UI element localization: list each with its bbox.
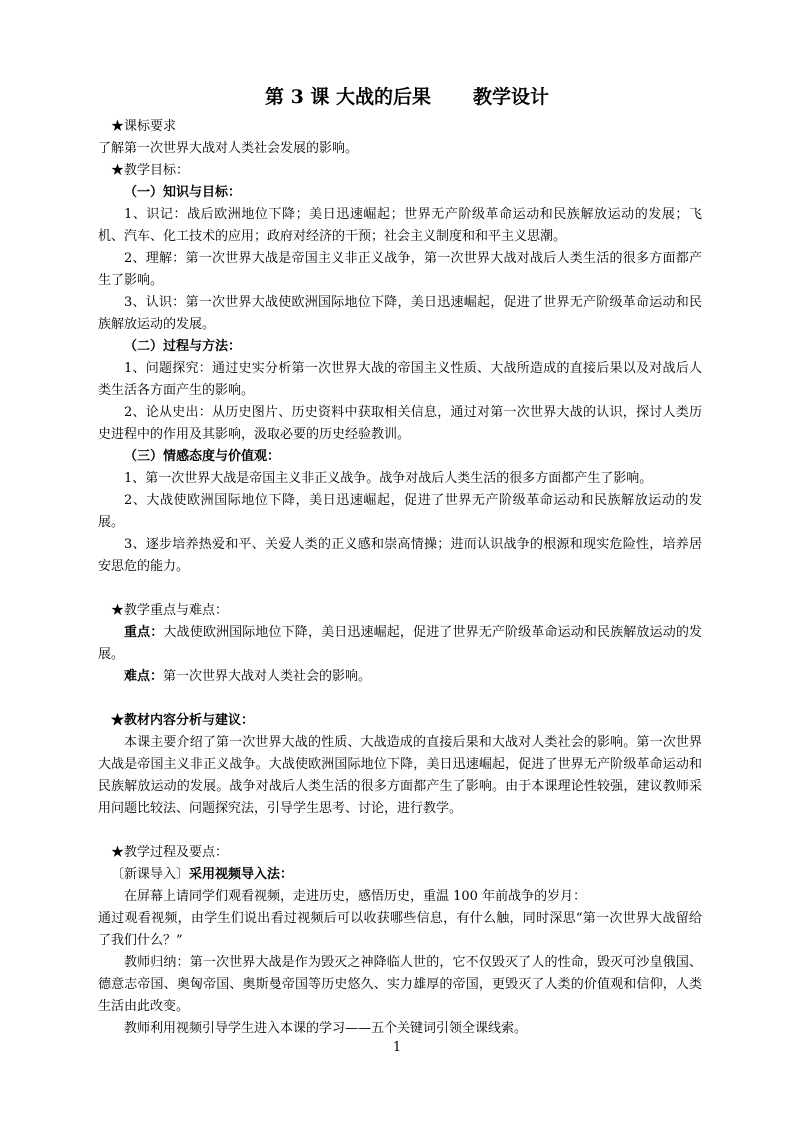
title-sub: 教学设计 — [473, 86, 550, 108]
analysis-text: 本课主要介绍了第一次世界大战的性质、大战造成的直接后果和大战对人类社会的影响。第一次世界大战是帝国主义非正义战争。大战使欧洲国际地位下降，美日迅速崛起，促进了世界无产阶级革命运动和民族解放运动的发展。战争对战后人类生活的很多方面都产生了影响。由于本课理论性较强，建议教师采用问题比较法、问题探究法，引导学生思考、讨论，进行教学。 — [98, 735, 702, 816]
intro-line — [98, 864, 702, 886]
intro-method: 采用视频导入法： — [189, 867, 294, 882]
page-number: 1 — [392, 1040, 402, 1055]
subheading-process: （二）过程与方法： — [124, 339, 242, 354]
key-point — [98, 622, 702, 666]
subheading-values: （三）情感态度与价值观： — [124, 449, 281, 464]
document-body — [98, 82, 702, 1040]
difficult-point-label: 难点： — [124, 669, 164, 684]
list-item: 3、认识：第一次世界大战使欧洲国际地位下降，美日迅速崛起，促进了世界无产阶级革命运动和民族解放运动的发展。 — [98, 295, 702, 332]
list-item: 1、问题探究：通过史实分析第一次世界大战的帝国主义性质、大战所造成的直接后果以及对战后人类生活各方面产生的影响。 — [98, 361, 702, 398]
difficult-point — [98, 666, 702, 688]
key-point-label: 重点： — [124, 625, 164, 640]
process-paragraph: 在屏幕上请同学们观看视频，走进历史，感悟历史，重温 100 年前战争的岁月： — [124, 889, 587, 904]
list-item: 1、第一次世界大战是帝国主义非正义战争。战争对战后人类生活的很多方面都产生了影响。 — [124, 471, 653, 486]
process-paragraph: 教师利用视频引导学生进入本课的学习——五个关键词引领全课线索。 — [124, 1021, 528, 1036]
page-title — [98, 82, 702, 112]
list-item: 1、识记：战后欧洲地位下降；美日迅速崛起；世界无产阶级革命运动和民族解放运动的发展；飞机、汽车、化工技术的应用；政府对经济的干预；社会主义制度和和平主义思潮。 — [98, 207, 702, 244]
section-heading-process: ★教学过程及要点： — [111, 845, 229, 860]
difficult-point-text: 第一次世界大战对人类社会的影响。 — [163, 669, 372, 684]
list-item: 2、大战使欧洲国际地位下降，美日迅速崛起，促进了世界无产阶级革命运动和民族解放运动的发展。 — [98, 493, 702, 530]
list-item: 2、理解：第一次世界大战是帝国主义非正义战争，第一次世界大战对战后人类生活的很多方面都产生了影响。 — [98, 251, 702, 288]
list-item: 2、论从史出：从历史图片、历史资料中获取相关信息，通过对第一次世界大战的认识，探讨人类历史进程中的作用及其影响，汲取必要的历史经验教训。 — [98, 405, 702, 442]
list-item: 3、逐步培养热爱和平、关爱人类的正义感和崇高情操；进而认识战争的根源和现实危险性，培养居安思危的能力。 — [98, 537, 702, 574]
section-heading-keypoints: ★教学重点与难点： — [111, 603, 229, 618]
process-paragraph: 通过观看视频，由学生们说出看过视频后可以收获哪些信息，有什么触，同时深思“第一次世界大战留给了我们什么？” — [98, 911, 702, 948]
section-heading-standards: ★课标要求 — [111, 119, 177, 134]
process-paragraph: 教师归纳：第一次世界大战是作为毁灭之神降临人世的，它不仅毁灭了人的性命，毁灭可沙皇俄国、德意志帝国、奥匈帝国、奥斯曼帝国等历史悠久、实力雄厚的帝国，更毁灭了人类的价值观和信仰，人类生活由此改变。 — [98, 955, 702, 1014]
section-heading-analysis: ★教材内容分析与建议： — [111, 713, 255, 728]
intro-tag: 〔新课导入〕 — [111, 867, 190, 882]
standards-text: 了解第一次世界大战对人类社会发展的影响。 — [98, 141, 359, 156]
key-point-text: 大战使欧洲国际地位下降，美日迅速崛起，促进了世界无产阶级革命运动和民族解放运动的发展。 — [98, 625, 702, 662]
title-main: 第 3 课 大战的后果 — [264, 86, 432, 108]
section-heading-objectives: ★教学目标： — [111, 163, 190, 178]
subheading-knowledge: （一）知识与目标： — [124, 185, 242, 200]
